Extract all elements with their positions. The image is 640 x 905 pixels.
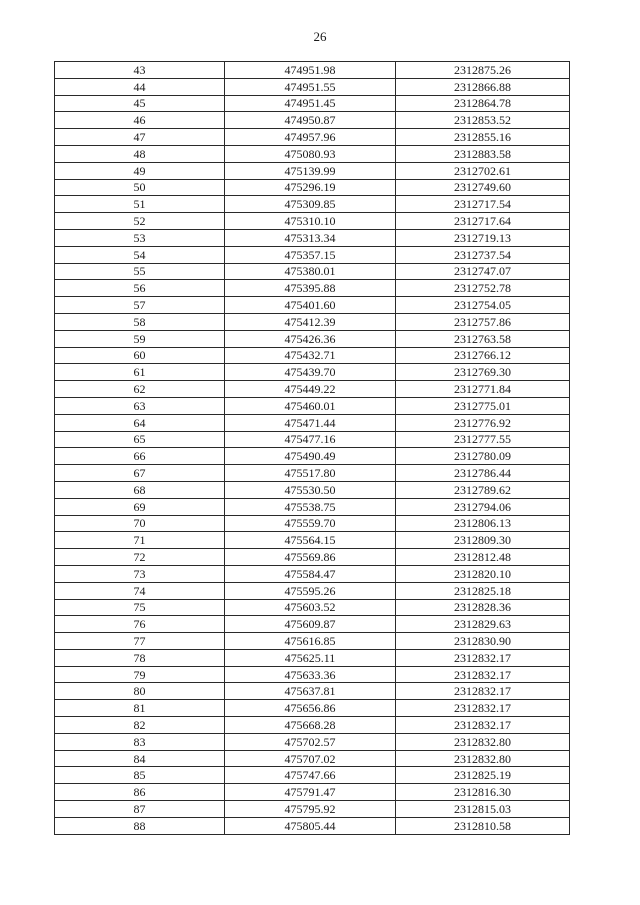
table-row bbox=[55, 465, 570, 482]
y-coordinate-cell: 2312816.30 bbox=[396, 784, 570, 801]
table-row bbox=[55, 717, 570, 734]
y-coordinate-cell: 2312864.78 bbox=[396, 95, 570, 112]
y-coordinate-cell: 2312766.12 bbox=[396, 347, 570, 364]
table-row bbox=[55, 431, 570, 448]
table-row bbox=[55, 179, 570, 196]
table-row bbox=[55, 129, 570, 146]
table-row bbox=[55, 229, 570, 246]
y-coordinate-cell: 2312752.78 bbox=[396, 280, 570, 297]
x-coordinate-cell: 475471.44 bbox=[225, 414, 396, 431]
y-coordinate-cell: 2312829.63 bbox=[396, 616, 570, 633]
point-number-cell: 75 bbox=[55, 599, 225, 616]
table-row bbox=[55, 448, 570, 465]
table-row bbox=[55, 700, 570, 717]
x-coordinate-cell: 475313.34 bbox=[225, 229, 396, 246]
y-coordinate-cell: 2312794.06 bbox=[396, 498, 570, 515]
point-number-cell: 57 bbox=[55, 297, 225, 314]
y-coordinate-cell: 2312832.17 bbox=[396, 683, 570, 700]
table-row bbox=[55, 364, 570, 381]
x-coordinate-cell: 475633.36 bbox=[225, 666, 396, 683]
x-coordinate-cell: 475609.87 bbox=[225, 616, 396, 633]
x-coordinate-cell: 475747.66 bbox=[225, 767, 396, 784]
point-number-cell: 76 bbox=[55, 616, 225, 633]
x-coordinate-cell: 474950.87 bbox=[225, 112, 396, 129]
y-coordinate-cell: 2312771.84 bbox=[396, 381, 570, 398]
y-coordinate-cell: 2312825.19 bbox=[396, 767, 570, 784]
point-number-cell: 45 bbox=[55, 95, 225, 112]
x-coordinate-cell: 475795.92 bbox=[225, 801, 396, 818]
table-row bbox=[55, 565, 570, 582]
point-number-cell: 70 bbox=[55, 515, 225, 532]
y-coordinate-cell: 2312702.61 bbox=[396, 162, 570, 179]
point-number-cell: 77 bbox=[55, 633, 225, 650]
point-number-cell: 48 bbox=[55, 145, 225, 162]
y-coordinate-cell: 2312832.17 bbox=[396, 717, 570, 734]
y-coordinate-cell: 2312832.80 bbox=[396, 750, 570, 767]
y-coordinate-cell: 2312776.92 bbox=[396, 414, 570, 431]
point-number-cell: 58 bbox=[55, 313, 225, 330]
y-coordinate-cell: 2312780.09 bbox=[396, 448, 570, 465]
table-row bbox=[55, 330, 570, 347]
x-coordinate-cell: 475625.11 bbox=[225, 649, 396, 666]
point-number-cell: 50 bbox=[55, 179, 225, 196]
y-coordinate-cell: 2312749.60 bbox=[396, 179, 570, 196]
y-coordinate-cell: 2312719.13 bbox=[396, 229, 570, 246]
point-number-cell: 71 bbox=[55, 532, 225, 549]
y-coordinate-cell: 2312875.26 bbox=[396, 62, 570, 79]
x-coordinate-cell: 475564.15 bbox=[225, 532, 396, 549]
coordinates-table bbox=[54, 61, 570, 835]
point-number-cell: 55 bbox=[55, 263, 225, 280]
point-number-cell: 53 bbox=[55, 229, 225, 246]
table-row bbox=[55, 683, 570, 700]
y-coordinate-cell: 2312769.30 bbox=[396, 364, 570, 381]
y-coordinate-cell: 2312832.17 bbox=[396, 649, 570, 666]
point-number-cell: 62 bbox=[55, 381, 225, 398]
x-coordinate-cell: 475357.15 bbox=[225, 246, 396, 263]
x-coordinate-cell: 475702.57 bbox=[225, 733, 396, 750]
point-number-cell: 87 bbox=[55, 801, 225, 818]
table-row bbox=[55, 616, 570, 633]
table-row bbox=[55, 498, 570, 515]
point-number-cell: 44 bbox=[55, 78, 225, 95]
table-row bbox=[55, 145, 570, 162]
x-coordinate-cell: 475530.50 bbox=[225, 481, 396, 498]
table-row bbox=[55, 313, 570, 330]
x-coordinate-cell: 475432.71 bbox=[225, 347, 396, 364]
x-coordinate-cell: 475559.70 bbox=[225, 515, 396, 532]
y-coordinate-cell: 2312828.36 bbox=[396, 599, 570, 616]
table-row bbox=[55, 666, 570, 683]
x-coordinate-cell: 474957.96 bbox=[225, 129, 396, 146]
point-number-cell: 66 bbox=[55, 448, 225, 465]
x-coordinate-cell: 475603.52 bbox=[225, 599, 396, 616]
x-coordinate-cell: 475595.26 bbox=[225, 582, 396, 599]
table-row bbox=[55, 582, 570, 599]
point-number-cell: 78 bbox=[55, 649, 225, 666]
table-row bbox=[55, 633, 570, 650]
table-row bbox=[55, 599, 570, 616]
y-coordinate-cell: 2312777.55 bbox=[396, 431, 570, 448]
y-coordinate-cell: 2312786.44 bbox=[396, 465, 570, 482]
x-coordinate-cell: 475616.85 bbox=[225, 633, 396, 650]
y-coordinate-cell: 2312866.88 bbox=[396, 78, 570, 95]
y-coordinate-cell: 2312806.13 bbox=[396, 515, 570, 532]
point-number-cell: 43 bbox=[55, 62, 225, 79]
table-row bbox=[55, 515, 570, 532]
point-number-cell: 81 bbox=[55, 700, 225, 717]
x-coordinate-cell: 475139.99 bbox=[225, 162, 396, 179]
x-coordinate-cell: 475380.01 bbox=[225, 263, 396, 280]
table-row bbox=[55, 162, 570, 179]
y-coordinate-cell: 2312717.54 bbox=[396, 196, 570, 213]
y-coordinate-cell: 2312883.58 bbox=[396, 145, 570, 162]
y-coordinate-cell: 2312832.17 bbox=[396, 666, 570, 683]
x-coordinate-cell: 475656.86 bbox=[225, 700, 396, 717]
table-row bbox=[55, 246, 570, 263]
point-number-cell: 56 bbox=[55, 280, 225, 297]
point-number-cell: 46 bbox=[55, 112, 225, 129]
table-row bbox=[55, 817, 570, 834]
point-number-cell: 54 bbox=[55, 246, 225, 263]
y-coordinate-cell: 2312747.07 bbox=[396, 263, 570, 280]
y-coordinate-cell: 2312789.62 bbox=[396, 481, 570, 498]
y-coordinate-cell: 2312763.58 bbox=[396, 330, 570, 347]
y-coordinate-cell: 2312812.48 bbox=[396, 549, 570, 566]
point-number-cell: 61 bbox=[55, 364, 225, 381]
x-coordinate-cell: 475584.47 bbox=[225, 565, 396, 582]
x-coordinate-cell: 475412.39 bbox=[225, 313, 396, 330]
table-row bbox=[55, 481, 570, 498]
y-coordinate-cell: 2312775.01 bbox=[396, 397, 570, 414]
point-number-cell: 85 bbox=[55, 767, 225, 784]
y-coordinate-cell: 2312830.90 bbox=[396, 633, 570, 650]
table-row bbox=[55, 532, 570, 549]
table-row bbox=[55, 414, 570, 431]
point-number-cell: 74 bbox=[55, 582, 225, 599]
y-coordinate-cell: 2312855.16 bbox=[396, 129, 570, 146]
table-row bbox=[55, 767, 570, 784]
x-coordinate-cell: 474951.55 bbox=[225, 78, 396, 95]
point-number-cell: 63 bbox=[55, 397, 225, 414]
point-number-cell: 64 bbox=[55, 414, 225, 431]
point-number-cell: 59 bbox=[55, 330, 225, 347]
point-number-cell: 84 bbox=[55, 750, 225, 767]
y-coordinate-cell: 2312809.30 bbox=[396, 532, 570, 549]
table-row bbox=[55, 733, 570, 750]
x-coordinate-cell: 475637.81 bbox=[225, 683, 396, 700]
y-coordinate-cell: 2312717.64 bbox=[396, 213, 570, 230]
point-number-cell: 65 bbox=[55, 431, 225, 448]
table-row bbox=[55, 213, 570, 230]
table-row bbox=[55, 801, 570, 818]
y-coordinate-cell: 2312810.58 bbox=[396, 817, 570, 834]
table-row bbox=[55, 62, 570, 79]
table-row bbox=[55, 649, 570, 666]
x-coordinate-cell: 475805.44 bbox=[225, 817, 396, 834]
x-coordinate-cell: 475477.16 bbox=[225, 431, 396, 448]
y-coordinate-cell: 2312832.80 bbox=[396, 733, 570, 750]
x-coordinate-cell: 475296.19 bbox=[225, 179, 396, 196]
point-number-cell: 79 bbox=[55, 666, 225, 683]
point-number-cell: 52 bbox=[55, 213, 225, 230]
table-row bbox=[55, 196, 570, 213]
y-coordinate-cell: 2312825.18 bbox=[396, 582, 570, 599]
table-row bbox=[55, 347, 570, 364]
x-coordinate-cell: 475309.85 bbox=[225, 196, 396, 213]
table-row bbox=[55, 549, 570, 566]
x-coordinate-cell: 475569.86 bbox=[225, 549, 396, 566]
point-number-cell: 82 bbox=[55, 717, 225, 734]
table-row bbox=[55, 112, 570, 129]
x-coordinate-cell: 475449.22 bbox=[225, 381, 396, 398]
point-number-cell: 73 bbox=[55, 565, 225, 582]
x-coordinate-cell: 475460.01 bbox=[225, 397, 396, 414]
y-coordinate-cell: 2312820.10 bbox=[396, 565, 570, 582]
x-coordinate-cell: 475517.80 bbox=[225, 465, 396, 482]
point-number-cell: 67 bbox=[55, 465, 225, 482]
table-row bbox=[55, 78, 570, 95]
y-coordinate-cell: 2312737.54 bbox=[396, 246, 570, 263]
point-number-cell: 69 bbox=[55, 498, 225, 515]
page-number: 26 bbox=[313, 29, 327, 44]
table-row bbox=[55, 750, 570, 767]
x-coordinate-cell: 475668.28 bbox=[225, 717, 396, 734]
point-number-cell: 83 bbox=[55, 733, 225, 750]
coordinates-table-body bbox=[55, 62, 570, 835]
point-number-cell: 86 bbox=[55, 784, 225, 801]
point-number-cell: 47 bbox=[55, 129, 225, 146]
point-number-cell: 72 bbox=[55, 549, 225, 566]
y-coordinate-cell: 2312832.17 bbox=[396, 700, 570, 717]
table-row bbox=[55, 263, 570, 280]
table-row bbox=[55, 95, 570, 112]
point-number-cell: 88 bbox=[55, 817, 225, 834]
table-row bbox=[55, 397, 570, 414]
x-coordinate-cell: 475426.36 bbox=[225, 330, 396, 347]
point-number-cell: 60 bbox=[55, 347, 225, 364]
point-number-cell: 49 bbox=[55, 162, 225, 179]
x-coordinate-cell: 475310.10 bbox=[225, 213, 396, 230]
y-coordinate-cell: 2312754.05 bbox=[396, 297, 570, 314]
x-coordinate-cell: 475707.02 bbox=[225, 750, 396, 767]
x-coordinate-cell: 475401.60 bbox=[225, 297, 396, 314]
x-coordinate-cell: 475538.75 bbox=[225, 498, 396, 515]
table-row bbox=[55, 297, 570, 314]
y-coordinate-cell: 2312815.03 bbox=[396, 801, 570, 818]
point-number-cell: 80 bbox=[55, 683, 225, 700]
y-coordinate-cell: 2312853.52 bbox=[396, 112, 570, 129]
x-coordinate-cell: 475395.88 bbox=[225, 280, 396, 297]
x-coordinate-cell: 474951.98 bbox=[225, 62, 396, 79]
x-coordinate-cell: 475490.49 bbox=[225, 448, 396, 465]
table-row bbox=[55, 784, 570, 801]
x-coordinate-cell: 474951.45 bbox=[225, 95, 396, 112]
x-coordinate-cell: 475439.70 bbox=[225, 364, 396, 381]
table-row bbox=[55, 280, 570, 297]
table-row bbox=[55, 381, 570, 398]
point-number-cell: 68 bbox=[55, 481, 225, 498]
point-number-cell: 51 bbox=[55, 196, 225, 213]
x-coordinate-cell: 475791.47 bbox=[225, 784, 396, 801]
x-coordinate-cell: 475080.93 bbox=[225, 145, 396, 162]
y-coordinate-cell: 2312757.86 bbox=[396, 313, 570, 330]
